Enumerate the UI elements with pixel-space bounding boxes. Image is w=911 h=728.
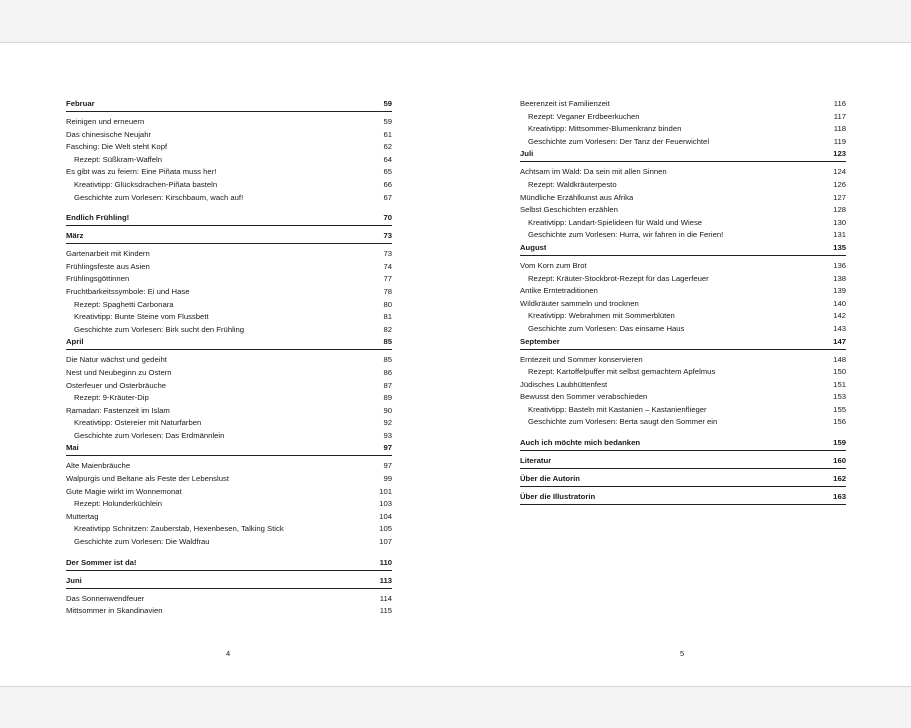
toc-entry-page: 97 bbox=[383, 461, 392, 471]
toc-entry-title: Mittsommer in Skandinavien bbox=[66, 606, 163, 616]
toc-subentry bbox=[520, 229, 846, 242]
toc-entry-title: Geschichte zum Vorlesen: Birk sucht den Frühling bbox=[74, 324, 245, 334]
toc-subentry bbox=[520, 123, 846, 136]
toc-entry-page: 148 bbox=[833, 354, 846, 364]
toc-entry-title: Ramadan: Fastenzeit im Islam bbox=[66, 405, 170, 415]
toc-entry-page: 150 bbox=[833, 367, 846, 377]
toc-entry bbox=[66, 593, 392, 606]
toc-subentry bbox=[66, 430, 392, 443]
toc-entry-page: 110 bbox=[379, 557, 392, 567]
toc-entry-page: 70 bbox=[383, 213, 392, 223]
toc-entry-page: 136 bbox=[833, 260, 846, 270]
toc-entry-page: 61 bbox=[383, 129, 392, 139]
toc-entry bbox=[66, 166, 392, 179]
toc-entry-page: 135 bbox=[833, 242, 846, 252]
toc-subentry bbox=[520, 366, 846, 379]
toc-entry-page: 89 bbox=[383, 393, 392, 403]
toc-entry bbox=[520, 379, 846, 392]
toc-entry-page: 160 bbox=[833, 456, 846, 466]
toc-section-heading bbox=[66, 557, 392, 571]
toc-entry bbox=[520, 166, 846, 179]
toc-entry-page: 80 bbox=[383, 299, 392, 309]
toc-entry-page: 117 bbox=[833, 111, 846, 121]
toc-subentry bbox=[520, 111, 846, 124]
toc-entry bbox=[66, 273, 392, 286]
toc-entry-title: Das chinesische Neujahr bbox=[66, 129, 152, 139]
toc-entry-page: 163 bbox=[833, 492, 846, 502]
toc-entry-title: Nest und Neubeginn zu Ostern bbox=[66, 367, 172, 377]
toc-entry-title: Geschichte zum Vorlesen: Hurra, wir fahren in die Ferien! bbox=[528, 230, 724, 240]
toc-entry bbox=[66, 141, 392, 154]
toc-section-heading bbox=[520, 473, 846, 487]
toc-subentry bbox=[66, 154, 392, 167]
toc-entry-page: 59 bbox=[383, 117, 392, 126]
toc-subentry bbox=[66, 498, 392, 511]
toc-entry-page: 87 bbox=[383, 380, 392, 390]
toc-subentry bbox=[520, 416, 846, 429]
toc-entry-page: 156 bbox=[833, 417, 846, 427]
toc-entry-page: 151 bbox=[833, 379, 846, 389]
toc-entry-title: Geschichte zum Vorlesen: Kirschbaum, wach auf! bbox=[74, 192, 244, 202]
toc-subentry bbox=[520, 273, 846, 286]
toc-entry-page: 115 bbox=[379, 606, 392, 616]
toc-entry-title: Endlich Frühling! bbox=[66, 213, 130, 223]
toc-entry-title: Walpurgis und Beltane als Feste der Lebenslust bbox=[66, 474, 229, 484]
toc-subentry bbox=[66, 192, 392, 205]
toc-section-heading bbox=[66, 98, 392, 112]
toc-entry-title: Der Sommer ist da! bbox=[66, 557, 137, 567]
toc-entry-page: 119 bbox=[833, 136, 846, 146]
toc-entry-title: Über die Autorin bbox=[520, 474, 580, 484]
toc-entry-page: 86 bbox=[383, 367, 392, 377]
toc-entry bbox=[66, 354, 392, 367]
toc-entry-page: 62 bbox=[383, 142, 392, 152]
toc-section-heading bbox=[66, 212, 392, 226]
toc-entry-title: Frühlingsfeste aus Asien bbox=[66, 261, 150, 271]
toc-entry-title: Frühlingsgöttinnen bbox=[66, 274, 130, 284]
toc-entry-page: 99 bbox=[383, 474, 392, 484]
toc-entry-title: Geschichte zum Vorlesen: Berta saugt den Sommer ein bbox=[528, 417, 718, 427]
toc-entry-title: Literatur bbox=[520, 456, 552, 466]
toc-entry-title: Gartenarbeit mit Kindern bbox=[66, 249, 150, 259]
toc-entry-title: Kreativtipp Schnitzen: Zauberstab, Hexenbesen, Talking Stick bbox=[74, 524, 284, 534]
toc-entry bbox=[520, 391, 846, 404]
toc-entry-title: September bbox=[520, 336, 560, 346]
toc-entry-title: Beerenzeit ist Familienzeit bbox=[520, 99, 610, 108]
toc-entry-title: Geschichte zum Vorlesen: Das einsame Haus bbox=[528, 323, 685, 333]
toc-entry-page: 107 bbox=[379, 537, 392, 547]
toc-entry-title: April bbox=[66, 337, 84, 347]
toc-entry-title: Wildkräuter sammeln und trocknen bbox=[520, 298, 639, 308]
toc-section-heading bbox=[520, 148, 846, 162]
toc-entry-page: 101 bbox=[379, 486, 392, 496]
toc-subentry bbox=[66, 299, 392, 312]
toc-entry-title: Kreativtipp: Landart-Spielideen für Wald und Wiese bbox=[528, 217, 703, 227]
toc-subentry bbox=[66, 311, 392, 324]
toc-left-column bbox=[66, 98, 392, 618]
toc-entry bbox=[66, 460, 392, 473]
toc-entry-title: Erntezeit und Sommer konservieren bbox=[520, 354, 643, 364]
toc-subentry bbox=[66, 392, 392, 405]
toc-entry bbox=[66, 380, 392, 393]
toc-entry bbox=[520, 192, 846, 205]
toc-section-heading bbox=[66, 575, 392, 589]
toc-entry-page: 67 bbox=[383, 192, 392, 202]
toc-entry-title: Mai bbox=[66, 443, 79, 453]
toc-entry bbox=[66, 473, 392, 486]
toc-entry bbox=[520, 354, 846, 367]
toc-entry-page: 93 bbox=[383, 430, 392, 440]
toc-entry-page: 85 bbox=[383, 355, 392, 365]
toc-entry-page: 128 bbox=[833, 205, 846, 215]
toc-entry-page: 159 bbox=[833, 438, 846, 448]
toc-entry-page: 65 bbox=[383, 167, 392, 177]
toc-entry bbox=[520, 298, 846, 311]
toc-subentry bbox=[66, 417, 392, 430]
toc-subentry bbox=[66, 324, 392, 337]
toc-entry-page: 103 bbox=[379, 499, 392, 509]
toc-entry bbox=[66, 405, 392, 418]
toc-subentry bbox=[520, 217, 846, 230]
toc-entry-title: August bbox=[520, 242, 547, 252]
toc-entry-page: 126 bbox=[833, 179, 846, 189]
toc-entry-title: Fasching: Die Welt steht Kopf bbox=[66, 142, 168, 152]
toc-section-heading bbox=[66, 230, 392, 244]
toc-section-heading bbox=[66, 442, 392, 456]
toc-section-heading bbox=[520, 437, 846, 451]
toc-entry-title: Geschichte zum Vorlesen: Die Waldfrau bbox=[74, 537, 210, 547]
toc-entry-title: Rezept: Spaghetti Carbonara bbox=[74, 299, 174, 309]
toc-subentry bbox=[520, 310, 846, 323]
toc-entry-title: Kreativtipp: Basteln mit Kastanien – Kastanienflieger bbox=[528, 404, 707, 414]
toc-subentry bbox=[520, 179, 846, 192]
toc-subentry bbox=[66, 523, 392, 536]
toc-entry-page: 143 bbox=[833, 323, 846, 333]
toc-subentry bbox=[520, 136, 846, 149]
toc-entry-page: 64 bbox=[383, 154, 392, 164]
toc-entry-page: 81 bbox=[383, 312, 392, 322]
toc-entry-title: Alte Maienbräuche bbox=[66, 461, 131, 471]
toc-entry-title: Kreativtipp: Ostereier mit Naturfarben bbox=[74, 418, 202, 428]
toc-entry-page: 131 bbox=[833, 230, 846, 240]
toc-entry-title: Rezept: Holunderküchlein bbox=[74, 499, 163, 509]
toc-entry bbox=[66, 286, 392, 299]
toc-entry-title: Juni bbox=[66, 575, 82, 585]
toc-entry-title: Es gibt was zu feiern: Eine Piñata muss her! bbox=[66, 167, 217, 177]
toc-entry-title: Reinigen und erneuern bbox=[66, 117, 145, 126]
toc-entry-title: Jüdisches Laubhüttenfest bbox=[520, 379, 608, 389]
toc-entry-page: 59 bbox=[383, 99, 392, 108]
toc-subentry bbox=[66, 179, 392, 192]
toc-entry-page: 77 bbox=[383, 274, 392, 284]
toc-entry-title: Rezept: Kartoffelpuffer mit selbst gemachtem Apfelmus bbox=[528, 367, 716, 377]
toc-entry-page: 139 bbox=[833, 286, 846, 296]
toc-entry-page: 97 bbox=[383, 443, 392, 453]
toc-entry-title: Geschichte zum Vorlesen: Der Tanz der Feuerwichtel bbox=[528, 136, 710, 146]
book-spread bbox=[0, 42, 911, 687]
toc-section-heading bbox=[520, 336, 846, 350]
toc-subentry bbox=[520, 323, 846, 336]
toc-entry-title: Rezept: 9-Kräuter-Dip bbox=[74, 393, 149, 403]
toc-entry bbox=[520, 98, 846, 111]
toc-entry bbox=[66, 511, 392, 524]
toc-entry-title: Über die Illustratorin bbox=[520, 492, 596, 502]
toc-section-heading bbox=[520, 491, 846, 505]
toc-entry-page: 73 bbox=[383, 231, 392, 241]
toc-entry-title: Auch ich möchte mich bedanken bbox=[520, 438, 641, 448]
toc-entry-page: 124 bbox=[833, 167, 846, 177]
toc-entry-page: 82 bbox=[383, 324, 392, 334]
toc-entry-title: Kreativtipp: Mittsommer-Blumenkranz binden bbox=[528, 124, 682, 134]
toc-entry-title: Mündliche Erzählkunst aus Afrika bbox=[520, 192, 634, 202]
toc-entry-title: Rezept: Waldkräuterpesto bbox=[528, 179, 617, 189]
toc-entry-page: 85 bbox=[383, 337, 392, 347]
toc-subentry bbox=[66, 536, 392, 549]
toc-entry-title: Juli bbox=[520, 149, 534, 159]
toc-subentry bbox=[520, 404, 846, 417]
toc-entry bbox=[66, 248, 392, 261]
toc-entry-title: Kreativtipp: Webrahmen mit Sommerblüten bbox=[528, 311, 675, 321]
toc-entry-title: Die Natur wächst und gedeiht bbox=[66, 355, 167, 365]
toc-entry-page: 105 bbox=[379, 524, 392, 534]
toc-entry-page: 155 bbox=[833, 404, 846, 414]
toc-entry-title: Achtsam im Wald: Da sein mit allen Sinnen bbox=[520, 167, 667, 177]
toc-entry bbox=[66, 129, 392, 142]
toc-entry bbox=[66, 261, 392, 274]
toc-section-heading bbox=[520, 242, 846, 256]
toc-entry-page: 127 bbox=[833, 192, 846, 202]
toc-entry-title: Rezept: Süßkram-Waffeln bbox=[74, 154, 163, 164]
toc-entry-title: Vom Korn zum Brot bbox=[520, 260, 587, 270]
toc-entry-page: 123 bbox=[833, 149, 846, 159]
toc-entry-title: Gute Magie wirkt im Wonnemonat bbox=[66, 486, 182, 496]
toc-entry-page: 140 bbox=[833, 298, 846, 308]
toc-entry-page: 116 bbox=[833, 99, 846, 108]
toc-entry-page: 114 bbox=[379, 593, 392, 603]
toc-entry-title: Bewusst den Sommer verabschieden bbox=[520, 392, 648, 402]
toc-entry bbox=[66, 116, 392, 129]
toc-entry-title: Rezept: Kräuter-Stockbrot-Rezept für das Lagerfeuer bbox=[528, 273, 709, 283]
toc-entry-page: 118 bbox=[833, 124, 846, 134]
toc-entry-page: 130 bbox=[833, 217, 846, 227]
toc-entry-page: 147 bbox=[833, 336, 846, 346]
toc-entry-title: Geschichte zum Vorlesen: Das Erdmännlein bbox=[74, 430, 225, 440]
toc-entry-page: 162 bbox=[833, 474, 846, 484]
toc-entry-title: Osterfeuer und Osterbräuche bbox=[66, 380, 166, 390]
toc-entry-title: Kreativtipp: Bunte Steine vom Flussbett bbox=[74, 312, 209, 322]
page-number-left: 4 bbox=[226, 649, 231, 658]
toc-entry-page: 142 bbox=[833, 311, 846, 321]
toc-right-column bbox=[520, 98, 846, 509]
toc-entry-page: 153 bbox=[833, 392, 846, 402]
toc-entry bbox=[520, 204, 846, 217]
toc-entry bbox=[66, 605, 392, 618]
toc-entry-title: Muttertag bbox=[66, 511, 99, 521]
toc-entry-page: 66 bbox=[383, 179, 392, 189]
toc-entry-page: 90 bbox=[383, 405, 392, 415]
toc-entry-page: 78 bbox=[383, 286, 392, 296]
toc-section-heading bbox=[520, 455, 846, 469]
toc-entry-page: 73 bbox=[383, 249, 392, 259]
toc-entry-title: Antike Erntetraditionen bbox=[520, 286, 598, 296]
toc-entry-title: Kreativtipp: Glücksdrachen-Piñata basteln bbox=[74, 179, 218, 189]
toc-entry-title: Das Sonnenwendfeuer bbox=[66, 593, 145, 603]
toc-section-heading bbox=[66, 336, 392, 350]
toc-entry bbox=[520, 260, 846, 273]
toc-entry-title: Februar bbox=[66, 99, 95, 108]
toc-entry-page: 113 bbox=[379, 575, 392, 585]
toc-entry-title: Selbst Geschichten erzählen bbox=[520, 205, 618, 215]
toc-entry-title: Fruchtbarkeitssymbole: Ei und Hase bbox=[66, 286, 190, 296]
toc-entry-page: 104 bbox=[379, 511, 392, 521]
toc-entry-title: Rezept: Veganer Erdbeerkuchen bbox=[528, 111, 640, 121]
toc-entry bbox=[520, 285, 846, 298]
toc-entry bbox=[66, 486, 392, 499]
toc-entry-page: 74 bbox=[383, 261, 392, 271]
toc-entry-page: 138 bbox=[833, 273, 846, 283]
toc-entry-page: 92 bbox=[383, 418, 392, 428]
toc-entry bbox=[66, 367, 392, 380]
toc-entry-title: März bbox=[66, 231, 84, 241]
page-number-right: 5 bbox=[680, 649, 685, 658]
